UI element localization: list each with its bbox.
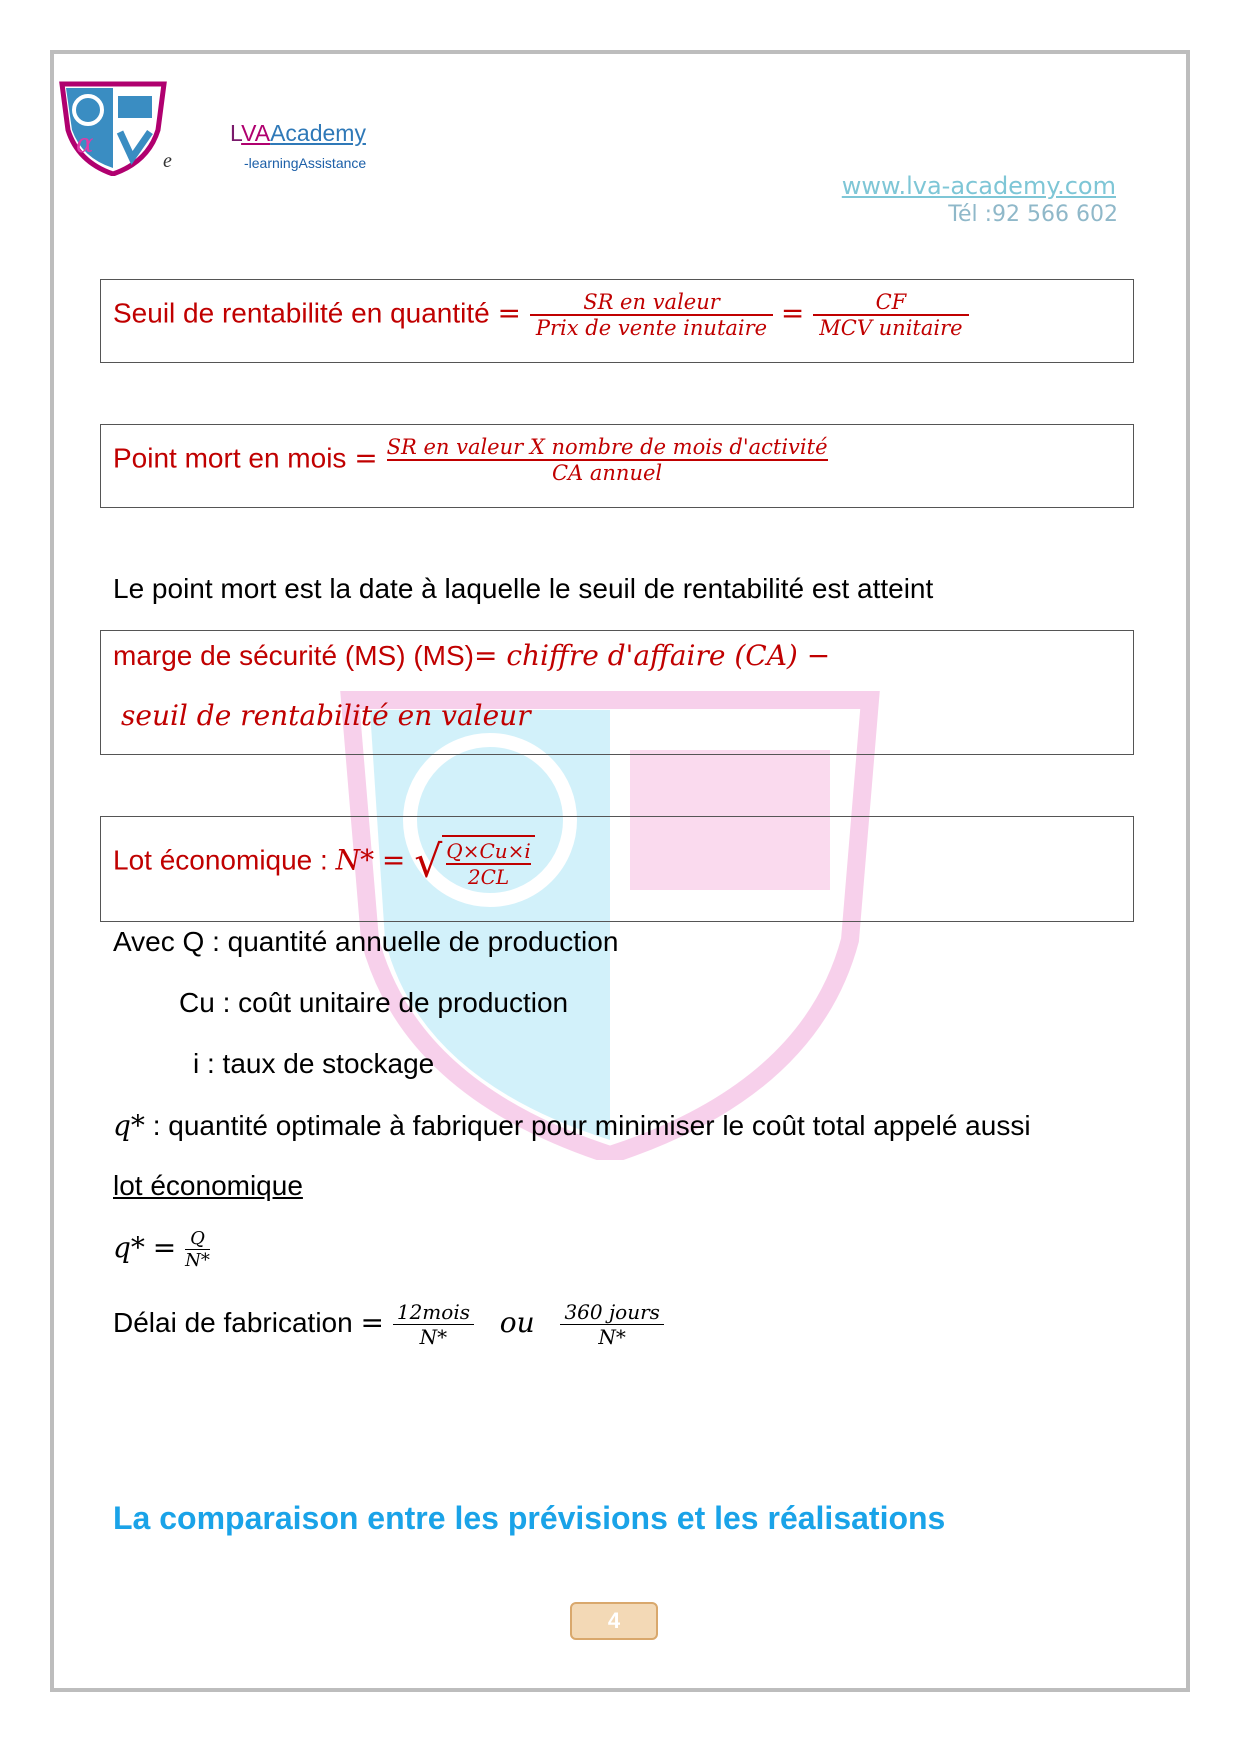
seuil-label: Seuil de rentabilité en quantité [113,297,490,329]
marge-label: marge de sécurité (MS) (MS) [113,640,474,671]
q-star-formula-symbol: q* [113,1230,145,1264]
seuil-frac1-den: Prix de vente inutaire [535,316,768,340]
q-star-symbol: q* [113,1109,145,1142]
point-mort-definition: Le point mort est la date à laquelle le seuil de rentabilité est atteint [113,573,934,604]
avec-line-2: Cu : coût unitaire de production [179,987,569,1018]
q-star-formula-den: N* [185,1250,210,1271]
brand-tagline: -learningAssistance [244,155,367,171]
delai-ou: ou [499,1305,535,1339]
point-mort-label: Point mort en mois [113,442,347,474]
q-star-text: : quantité optimale à fabriquer pour minimiser le coût total appelé aussi [144,1110,1031,1141]
seuil-frac2-den: MCV unitaire [819,316,963,340]
logo-letter: e [163,150,172,172]
seuil-frac2-num: CF [813,290,968,316]
point-mort-num: SR en valeur X nombre de mois d'activité [386,435,828,459]
website-link[interactable]: www.lva-academy.com [841,172,1116,200]
delai-frac1-den: N* [419,1325,448,1349]
brand-part-2: VA [241,120,271,146]
avec-line-3: i : taux de stockage [193,1048,435,1079]
formula-box-point-mort: Point mort en mois = $\frac{\text{SR en valeur X nombre de mois d'activité}}{\text{CA annuel}}$ [100,424,1134,508]
formula-box-lot: Lot économique : N* = √ $\frac{Q\times Cu\times i}{2CL}$ [100,816,1134,922]
q-star-formula-num: Q [185,1228,210,1250]
delai-label: Délai de fabrication [113,1306,353,1338]
formula-box-seuil: Seuil de rentabilité en quantité = $\frac{\text{SR en valeur}}{\text{Prix de vente inutaire}}$ = $\frac{CF}{\text{MCV unitaire}}$ [100,279,1134,363]
lot-rad-den: 2CL [467,865,510,889]
watermark-shield-icon [330,690,890,1160]
lot-economique-term: lot économique [113,1170,303,1201]
brand-name [230,120,366,147]
brand-part-1: L [230,120,242,146]
avec-line-1: Avec Q : quantité annuelle de production [113,926,619,957]
formula-box-marge: marge de sécurité (MS) (MS)= chiffre d'affaire (CA) − seuil de rentabilité en valeur [100,630,1134,755]
delai-frac2-num: 360 jours [560,1300,663,1325]
lot-symbol: N* [335,843,375,877]
q-star-formula: q* = $\frac{Q}{N*}$ [113,1228,210,1271]
q-star-definition [113,1109,1031,1142]
phone-number: Tél :92 566 602 [948,202,1118,227]
delai-frac2-den: N* [598,1325,626,1349]
brand-part-3: Academy [270,120,366,146]
seuil-frac1-num: SR en valeur [530,290,773,316]
marge-expr-line2: seuil de rentabilité en valeur [121,699,531,732]
marge-expr-line1: chiffre d'affaire (CA) − [506,639,831,672]
svg-text:α: α [76,129,94,159]
lot-label: Lot économique : [113,844,328,876]
lot-rad-num: Q×Cu×i [446,839,531,863]
section-heading: La comparaison entre les prévisions et les réalisations [113,1500,946,1536]
page-number-badge: 4 [570,1602,658,1640]
point-mort-den: CA annuel [551,461,663,485]
delai-formula: Délai de fabrication = $\frac{\text{12mois}}{N*}$ ou $\frac{\text{360 jours}}{N*}$ [113,1300,664,1349]
delai-frac1-num: 12mois [393,1300,474,1325]
lva-logo-icon [58,80,168,176]
